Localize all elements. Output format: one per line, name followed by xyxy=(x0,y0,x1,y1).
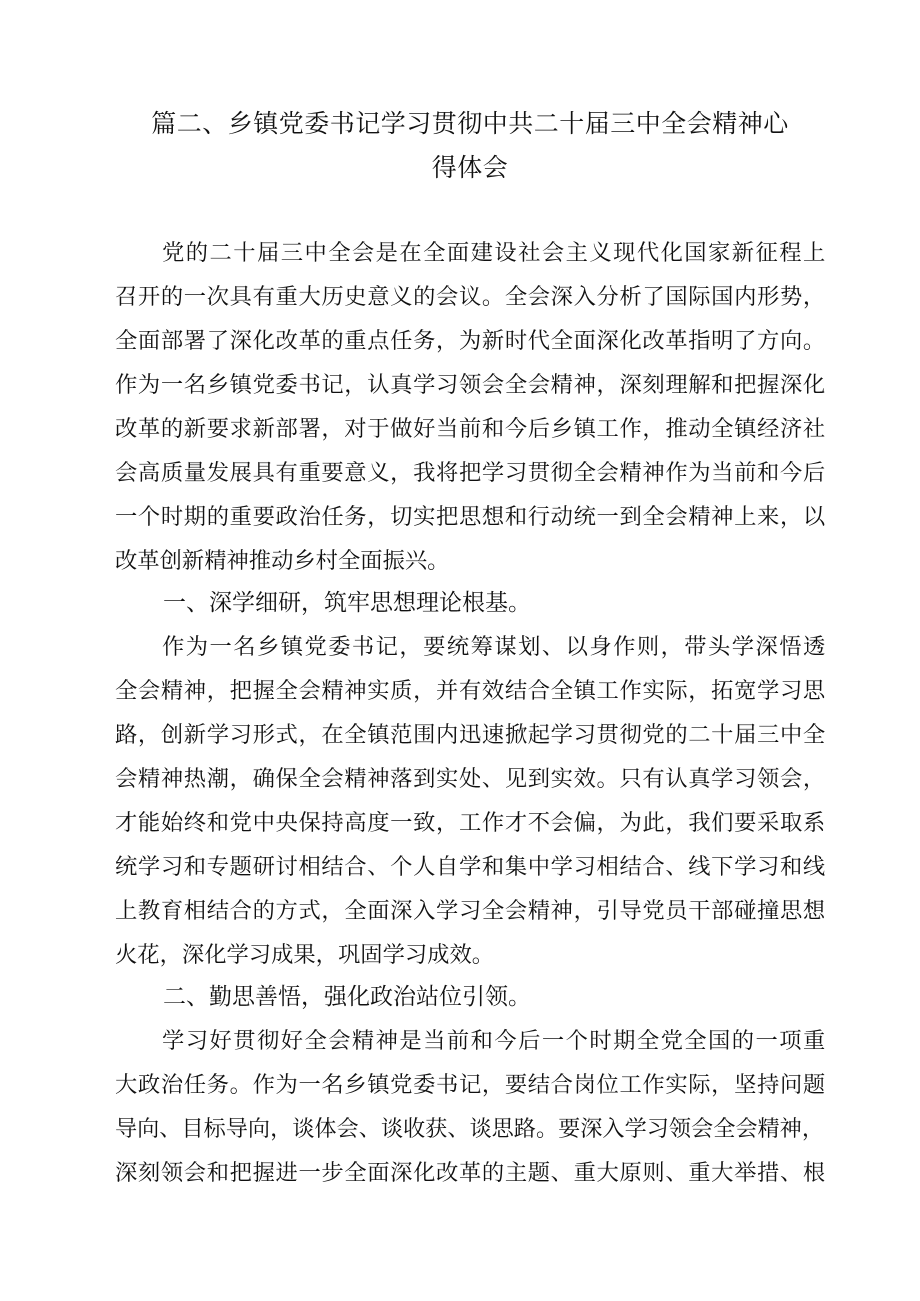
section1-line: 全会精神，把握全会精神实质，并有效结合全镇工作实际，拓宽学习思 xyxy=(115,678,826,704)
intro-line: 作为一名乡镇党委书记，认真学习领会全会精神，深刻理解和把握深化 xyxy=(115,372,826,398)
section2-line: 深刻领会和把握进一步全面深化改革的主题、重大原则、重大举措、根 xyxy=(115,1160,826,1186)
section2-line: 大政治任务。作为一名乡镇党委书记，要结合岗位工作实际，坚持问题 xyxy=(115,1072,826,1098)
section-heading-1: 一、深学细研，筑牢思想理论根基。 xyxy=(163,590,531,616)
intro-line: 召开的一次具有重大历史意义的会议。全会深入分析了国际国内形势， xyxy=(115,284,826,310)
intro-line: 改革创新精神推动乡村全面振兴。 xyxy=(115,548,450,574)
section1-line: 会精神热潮，确保全会精神落到实处、见到实效。只有认真学习领会， xyxy=(115,766,826,792)
section1-line: 上教育相结合的方式，全面深入学习全会精神，引导党员干部碰撞思想 xyxy=(115,898,826,924)
document-title-line-2: 得体会 xyxy=(431,153,509,182)
intro-line: 改革的新要求新部署，对于做好当前和今后乡镇工作，推动全镇经济社 xyxy=(115,416,826,442)
section-heading-2: 二、勤思善悟，强化政治站位引领。 xyxy=(163,984,531,1010)
intro-line: 全面部署了深化改革的重点任务，为新时代全面深化改革指明了方向。 xyxy=(115,328,826,354)
intro-line: 一个时期的重要政治任务，切实把思想和行动统一到全会精神上来，以 xyxy=(115,504,826,530)
section1-line: 火花，深化学习成果，巩固学习成效。 xyxy=(115,942,495,968)
section1-line: 路，创新学习形式，在全镇范围内迅速掀起学习贯彻党的二十届三中全 xyxy=(115,722,826,748)
section2-line: 导向、目标导向，谈体会、谈收获、谈思路。要深入学习领会全会精神， xyxy=(115,1116,824,1142)
section1-line: 才能始终和党中央保持高度一致，工作才不会偏，为此，我们要采取系 xyxy=(115,810,826,836)
document-title-line-1: 篇二、乡镇党委书记学习贯彻中共二十届三中全会精神心 xyxy=(151,109,789,138)
section1-line: 作为一名乡镇党委书记，要统筹谋划、以身作则，带头学深悟透 xyxy=(162,634,827,660)
intro-line: 会高质量发展具有重要意义，我将把学习贯彻全会精神作为当前和今后 xyxy=(115,460,826,486)
intro-line: 党的二十届三中全会是在全面建设社会主义现代化国家新征程上 xyxy=(162,240,827,266)
section1-line: 统学习和专题研讨相结合、个人自学和集中学习相结合、线下学习和线 xyxy=(115,854,826,880)
section2-line: 学习好贯彻好全会精神是当前和今后一个时期全党全国的一项重 xyxy=(162,1028,827,1054)
